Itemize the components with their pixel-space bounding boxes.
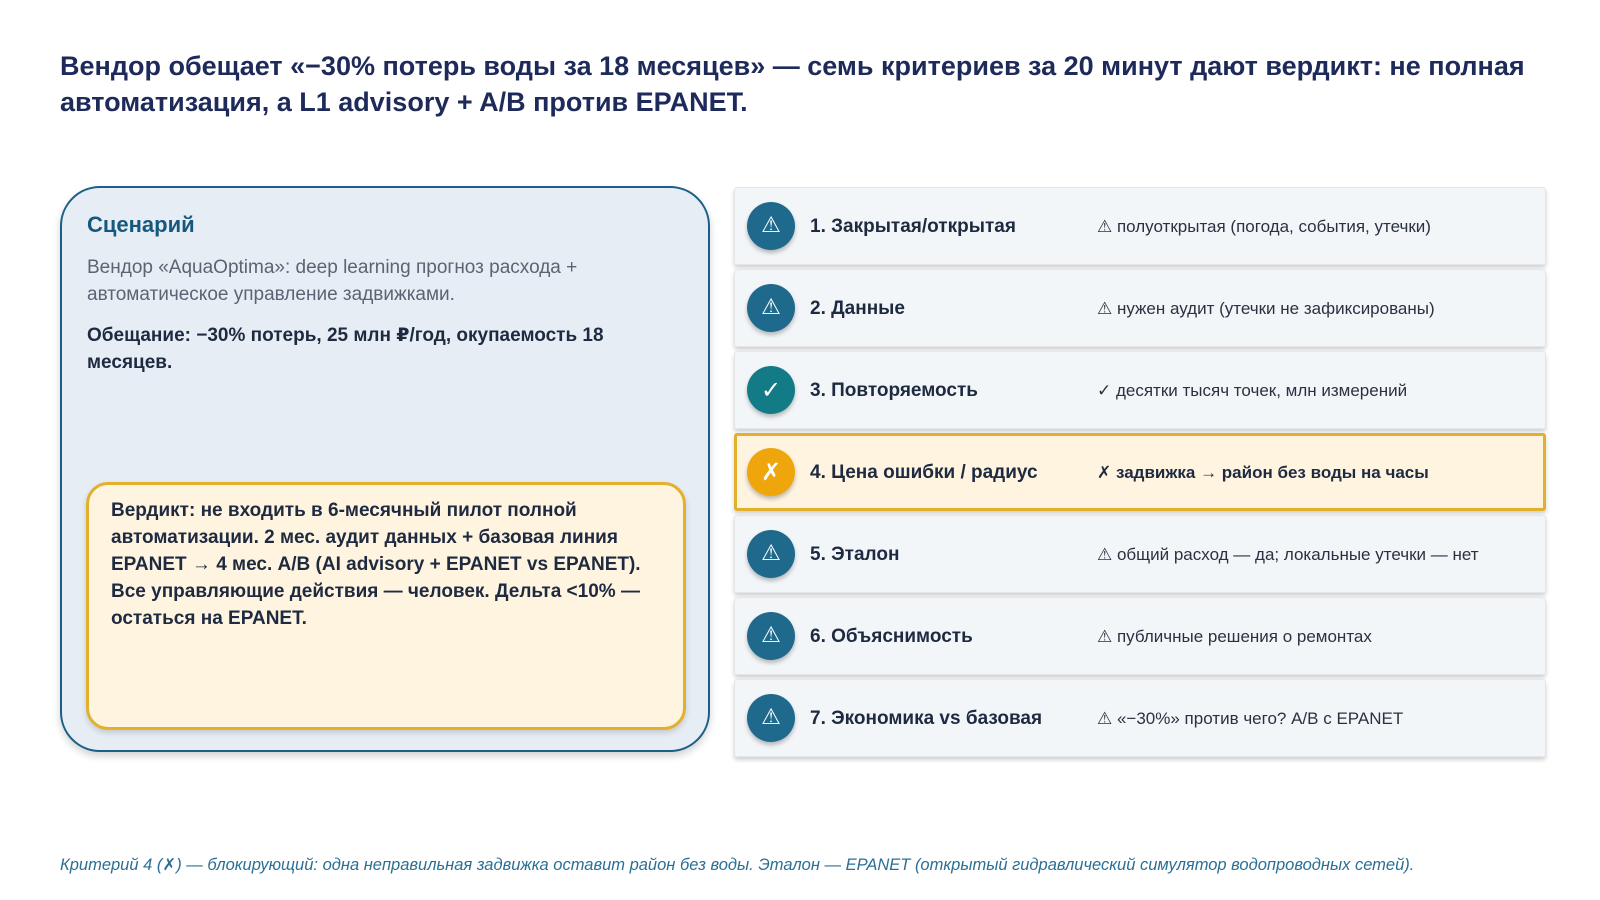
verdict-text: Вердикт: не входить в 6-месячный пилот полной автоматизации. 2 мес. аудит данных + базовая линия EPANET → 4 мес. A/B (AI advisory + EPANET vs EPANET). Все управляющие действия — человек. Дельта <10% — остаться на EPANET. (111, 500, 641, 629)
criterion-row-5 (734, 515, 1546, 593)
criterion-label: 6. Объяснимость (810, 626, 973, 647)
criterion-note: ⚠ «−30%» против чего? A/B с EPANET (1097, 709, 1404, 728)
criterion-row-4 (734, 433, 1546, 511)
criterion-row-6 (734, 597, 1546, 675)
cross-icon: ✗ (747, 448, 795, 496)
criterion-label: 1. Закрытая/открытая (810, 216, 1016, 237)
footnote: Критерий 4 (✗) — блокирующий: одна неправильная задвижка оставит район без воды. Эталон — EPANET (открытый гидравлический симулятор водопроводных сетей). (60, 856, 1415, 874)
criterion-note: ✗ задвижка → район без воды на часы (1097, 463, 1429, 482)
warning-icon: ⚠ (747, 694, 795, 742)
criterion-label: 5. Эталон (810, 544, 900, 565)
scenario-promise: Обещание: −30% потерь, 25 млн ₽/год, окупаемость 18 месяцев. (87, 325, 604, 373)
slide-title: Вендор обещает «−30% потерь воды за 18 месяцев» — семь критериев за 20 минут дают вердикт: не полная автоматизация, а L1 advisory + A/B против EPANET. (60, 51, 1525, 117)
warning-icon: ⚠ (747, 530, 795, 578)
scenario-card (60, 186, 710, 752)
criterion-label: 7. Экономика vs базовая (810, 708, 1043, 729)
criterion-note: ✓ десятки тысяч точек, млн измерений (1097, 381, 1408, 400)
criterion-label: 2. Данные (810, 298, 905, 319)
warning-icon: ⚠ (747, 612, 795, 660)
check-icon: ✓ (747, 366, 795, 414)
criterion-label: 4. Цена ошибки / радиус (810, 462, 1038, 483)
criterion-row-2 (734, 269, 1546, 347)
warning-icon: ⚠ (747, 284, 795, 332)
verdict-box (86, 482, 686, 730)
scenario-description: Вендор «AquaOptima»: deep learning прогноз расхода + автоматическое управление задвижками. (87, 257, 578, 305)
criterion-row-1 (734, 187, 1546, 265)
warning-icon: ⚠ (747, 202, 795, 250)
criterion-note: ⚠ публичные решения о ремонтах (1097, 627, 1372, 646)
criterion-row-3 (734, 351, 1546, 429)
criterion-row-7 (734, 679, 1546, 757)
criterion-note: ⚠ полуоткрытая (погода, события, утечки) (1097, 217, 1431, 236)
scenario-title: Сценарий (87, 212, 195, 237)
criterion-note: ⚠ общий расход — да; локальные утечки — нет (1097, 545, 1479, 564)
criterion-label: 3. Повторяемость (810, 380, 978, 401)
criterion-note: ⚠ нужен аудит (утечки не зафиксированы) (1097, 299, 1435, 318)
